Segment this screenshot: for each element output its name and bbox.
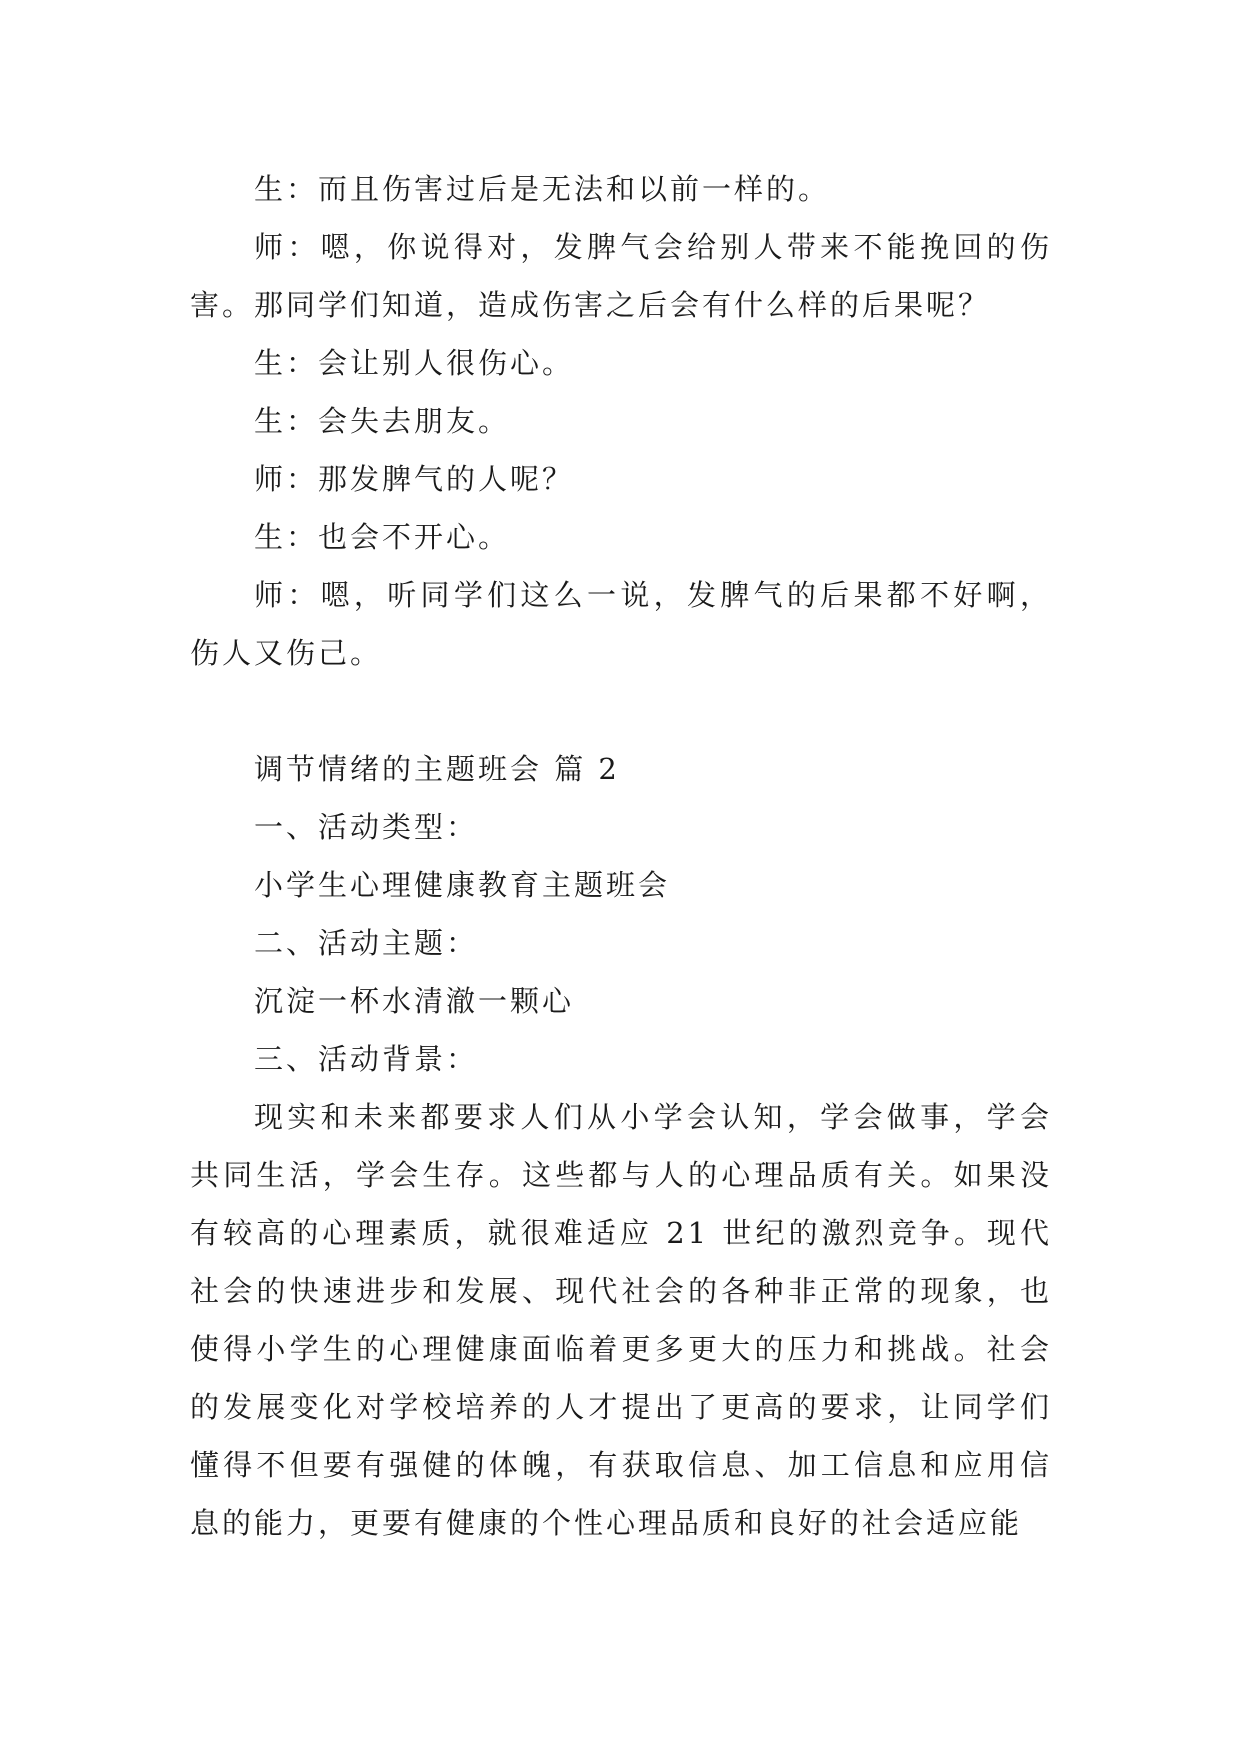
section-heading: 调节情绪的主题班会 篇 2 bbox=[254, 752, 620, 786]
activity-background-paragraph: 现实和未来都要求人们从小学会认知，学会做事，学会共同生活，学会生存。这些都与人的心理品质有关。如果没有较高的心理素质，就很难适应 21 世纪的激烈竞争。现代社会的快速进步和发展、现代社会的各种非正常的现象，也使得小学生的心理健康面临着更多更大的压力和挑战。社会的发展变化对学校培养的人才提出了更高的要求，让同学们懂得不但要有强健的体魄，有获取信息、加工信息和应用信息的能力，更要有健康的个性心理品质和良好的社会适应能 bbox=[190, 1100, 1052, 1540]
dialogue-line: 师：嗯，你说得对，发脾气会给别人带来不能挽回的伤害。那同学们知道，造成伤害之后会有什么样的后果呢？ bbox=[190, 230, 1052, 322]
document-body bbox=[190, 160, 1052, 1552]
subheading-activity-type: 一、活动类型： bbox=[254, 810, 479, 844]
dialogue-line: 生：会失去朋友。 bbox=[254, 404, 511, 438]
dialogue-line: 生：而且伤害过后是无法和以前一样的。 bbox=[254, 172, 831, 206]
subheading-activity-theme: 二、活动主题： bbox=[254, 926, 479, 960]
dialogue-line: 生：也会不开心。 bbox=[254, 520, 511, 554]
dialogue-line: 师：那发脾气的人呢？ bbox=[254, 462, 575, 496]
activity-theme-text: 沉淀一杯水清澈一颗心 bbox=[254, 984, 575, 1018]
subheading-activity-background: 三、活动背景： bbox=[254, 1042, 479, 1076]
activity-type-text: 小学生心理健康教育主题班会 bbox=[254, 868, 671, 902]
section-spacer bbox=[190, 682, 1052, 740]
dialogue-line: 师：嗯，听同学们这么一说，发脾气的后果都不好啊，伤人又伤己。 bbox=[190, 578, 1052, 670]
dialogue-line: 生：会让别人很伤心。 bbox=[254, 346, 575, 380]
